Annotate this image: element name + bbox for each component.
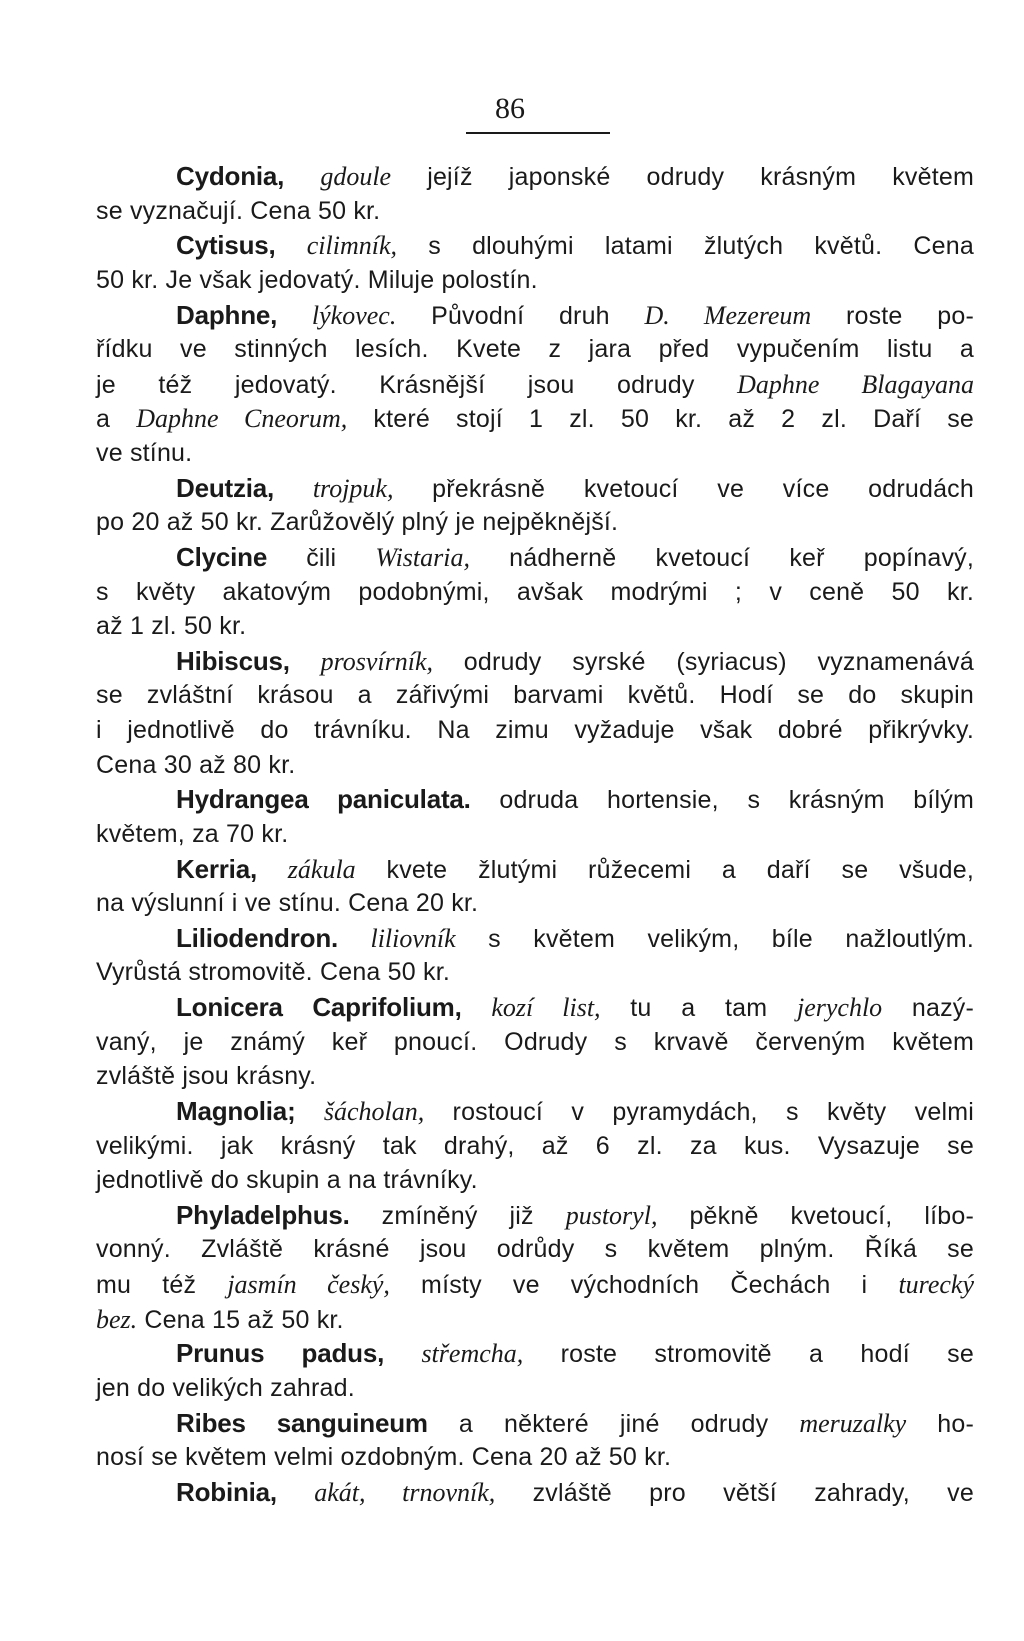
text-run: je též jedovatý. Krásnější jsou odrudy [96, 370, 695, 399]
text-line [96, 541, 974, 574]
text-line [96, 506, 974, 539]
text-run: s dlouhými latami žlutých květů. Cena [428, 232, 974, 261]
italic-name: šácholan, [323, 1096, 425, 1126]
text-line [96, 1476, 974, 1509]
text-run: vaný, je známý keř pnoucí. Odrudy s krvavě červeným květem [96, 1027, 974, 1056]
entry-term: Clycine [176, 541, 268, 572]
text-run: zvláště jsou krásny. [96, 1062, 317, 1091]
entry-term: Kerria, [176, 853, 257, 884]
text-line [96, 576, 974, 609]
text-line [96, 1303, 974, 1336]
italic-name: zákula [287, 854, 356, 884]
entry-term: Magnolia; [176, 1095, 296, 1126]
italic-name: lýkovec. [311, 300, 397, 330]
entry-term: Phyladelphus. [176, 1199, 350, 1230]
text-line [96, 1164, 974, 1197]
text-line [96, 818, 974, 851]
entry-term: Liliodendron. [176, 922, 339, 953]
text-run: a [96, 405, 111, 434]
text-run: zmíněný již [381, 1201, 534, 1230]
italic-name: turecký [898, 1270, 974, 1299]
entry-term: Ribes sanguineum [176, 1407, 428, 1438]
italic-name: cilimník, [306, 231, 397, 261]
text-line [96, 991, 974, 1024]
text-run: čili [306, 543, 337, 572]
italic-name: Daphne Blagayana [737, 369, 974, 399]
text-line [96, 195, 974, 228]
entry-term: Cydonia, [176, 161, 285, 191]
text-run: po 20 až 50 kr. Zarůžovělý plný je nejpěknější. [96, 508, 619, 537]
text-run: vonný. Zvláště krásné jsou odrůdy s květem plným. Říká se [96, 1235, 974, 1264]
text-line [96, 160, 974, 193]
text-run: Původní druh [431, 301, 610, 330]
text-line [96, 749, 974, 782]
italic-name: jasmín český, [227, 1270, 390, 1299]
text-run: s květy akatovým podobnými, avšak modrými ; v ceně 50 kr. [96, 577, 974, 606]
italic-name: liliovník [370, 923, 456, 953]
text-run: ve stínu. [96, 439, 193, 467]
text-run: pěkně kvetoucí, líbo- [689, 1201, 974, 1230]
text-line [96, 645, 974, 678]
text-run: místy ve východních Čechách i [421, 1271, 868, 1299]
text-line [96, 1095, 974, 1128]
text-run: jednotlivě do skupin a na trávníky. [96, 1166, 478, 1195]
text-run: se zvláštní krásou a zářivými barvami květů. Hodí se do skupin [96, 681, 974, 710]
text-run: Vyrůstá stromovitě. Cena 50 kr. [96, 958, 451, 987]
text-line [96, 610, 974, 643]
text-run: odrudy syrské (syriacus) vyznamenává [463, 647, 974, 676]
text-run: i jednotlivě do trávníku. Na zimu vyžaduje však dobré přikrývky. [96, 716, 974, 744]
text-run: až 1 zl. 50 kr. [96, 612, 247, 641]
entry-term: Robinia, [176, 1476, 277, 1507]
page-number: 86 [495, 92, 525, 125]
text-line [96, 922, 974, 955]
entry-term: Prunus padus, [176, 1338, 385, 1369]
text-run: roste stromovitě a hodí se [560, 1340, 974, 1369]
text-run: odruda hortensie, s krásným bílým [499, 786, 974, 815]
text-run: jejíž japonské odrudy krásným květem [427, 163, 974, 191]
text-line [96, 333, 974, 366]
italic-name: trojpuk, [312, 473, 394, 503]
text-run: nosí se květem velmi ozdobným. Cena 20 až 50 kr. [96, 1443, 672, 1472]
entry-term: Hibiscus, [176, 645, 290, 676]
entry-term: Hydrangea paniculata. [176, 784, 471, 815]
text-line [96, 887, 974, 920]
text-run: a některé jiné odrudy [458, 1409, 769, 1438]
italic-name: střemcha, [421, 1339, 524, 1369]
text-line [96, 1407, 974, 1440]
text-line [96, 1026, 974, 1059]
text-run: s květem velikým, bíle nažloutlým. [488, 924, 974, 953]
text-line [96, 264, 974, 297]
text-run: kvete žlutými růžecemi a daří se všude, [386, 855, 974, 884]
text-run: řídku ve stinných lesích. Kvete z jara před vypučením listu a [96, 335, 974, 364]
text-line [96, 1268, 974, 1301]
text-line [96, 1372, 974, 1405]
italic-name: jerychlo [797, 993, 883, 1022]
text-run: jen do velikých zahrad. [96, 1373, 355, 1402]
text-run: na výslunní i ve stínu. Cena 20 kr. [96, 889, 479, 918]
italic-name: gdoule [320, 162, 392, 191]
text-run: květem, za 70 kr. [96, 819, 289, 848]
text-line [96, 299, 974, 332]
text-run: zvláště pro větší zahrady, ve [532, 1478, 974, 1507]
text-run: se vyznačují. Cena 50 kr. [96, 196, 381, 225]
text-run: tu a tam [630, 994, 768, 1022]
entry-term: Daphne, [176, 299, 278, 330]
italic-name: Daphne Cneorum, [136, 404, 348, 434]
page-number-rule [466, 132, 610, 134]
text-line [96, 368, 974, 401]
italic-name: prosvírník, [320, 646, 433, 676]
text-line [96, 1233, 974, 1266]
text-run: velikými. jak krásný tak drahý, až 6 zl. za kus. Vysazuje se [96, 1131, 974, 1160]
text-line [96, 1060, 974, 1093]
italic-name: bez. [96, 1304, 138, 1334]
italic-name: Wistaria, [375, 542, 470, 572]
italic-name: meruzalky [799, 1408, 907, 1438]
text-line [96, 956, 974, 989]
text-line [96, 853, 974, 886]
italic-name: pustoryl, [565, 1200, 658, 1230]
italic-name: akát, trnovník, [314, 1477, 496, 1507]
entry-term: Lonicera Caprifolium, [176, 992, 462, 1022]
text-line [96, 1199, 974, 1232]
text-line [96, 1337, 974, 1370]
text-line [96, 1441, 974, 1474]
text-run: překrásně kvetoucí ve více odrudách [432, 474, 974, 503]
page-body-text [96, 160, 974, 1510]
italic-name: kozí list, [491, 993, 601, 1022]
text-run: 50 kr. Je však jedovatý. Miluje polostín. [96, 265, 538, 294]
text-run: nazý- [911, 994, 975, 1022]
text-run: rostoucí v pyramydách, s květy velmi [452, 1097, 974, 1126]
text-line [96, 1130, 974, 1163]
text-run: nádherně kvetoucí keř popínavý, [509, 543, 975, 572]
text-line [96, 402, 974, 435]
italic-name: D. Mezereum [644, 300, 812, 330]
entry-term: Deutzia, [176, 472, 275, 503]
text-line [96, 472, 974, 505]
text-run: Cena 15 až 50 kr. [144, 1305, 344, 1334]
text-line [96, 229, 974, 262]
text-run: roste po- [845, 301, 974, 330]
text-run: Cena 30 až 80 kr. [96, 750, 296, 779]
entry-term: Cytisus, [176, 230, 276, 261]
text-line [96, 437, 974, 470]
text-line [96, 714, 974, 747]
text-run: ho- [937, 1409, 974, 1438]
text-line [96, 783, 974, 816]
text-run: které stojí 1 zl. 50 kr. až 2 zl. Daří se [373, 405, 974, 434]
text-line [96, 679, 974, 712]
text-run: mu též [96, 1271, 197, 1299]
